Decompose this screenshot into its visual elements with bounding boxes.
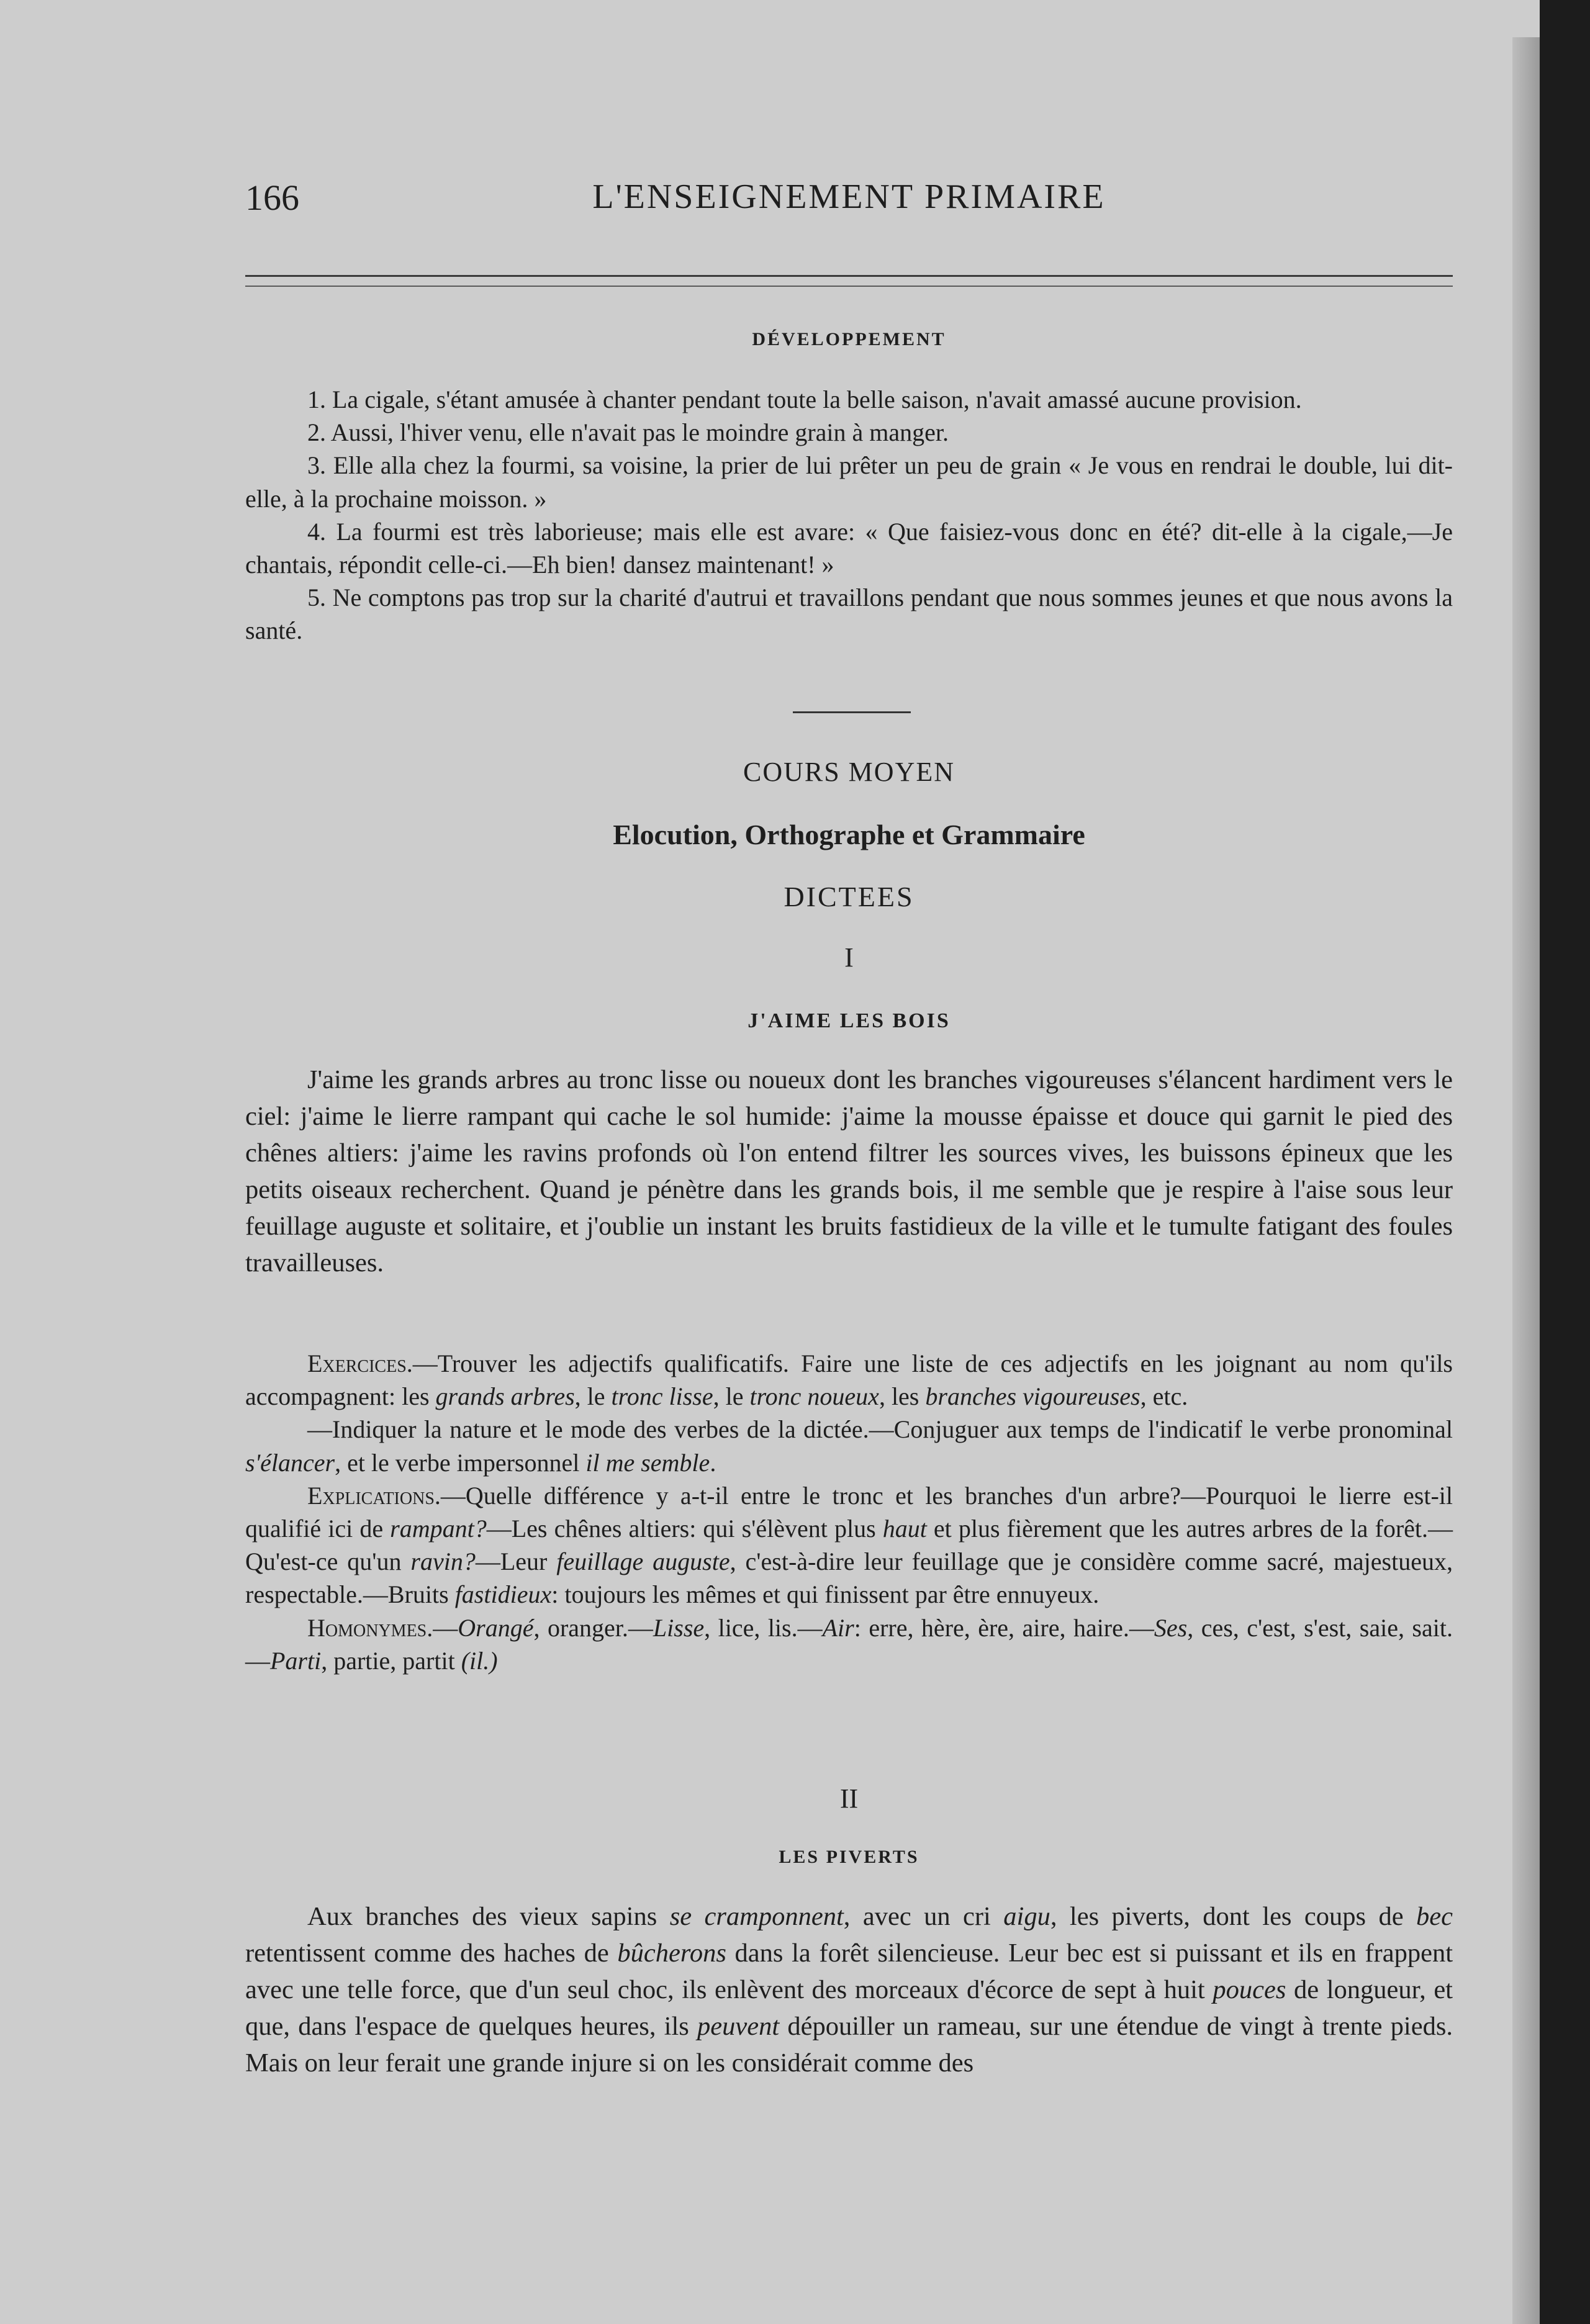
explanations-paragraph: Explications.—Quelle différence y a-t-il entre le tronc et les branches d'un arbre?—Pourquoi le lierre est-il qualifié ici de rampant?—Les chênes altiers: qui s'élèvent plus haut et plus fièrement que les autres arbres de la forêt.—Qu'est-ce qu'un ravin?—Leur feuillage auguste, c'est-à-dire leur feuillage que je considère comme sacré, majestueux, respectable.—Bruits fastidieux: toujours les mêmes et qui finissent par être ennuyeux.: [245, 1481, 1453, 1609]
exercises-label: Exercices.: [307, 1349, 413, 1377]
homonyms-label: Homonymes.: [307, 1613, 433, 1642]
scan-margin: [1540, 0, 1590, 2324]
exercises-paragraph: —Indiquer la nature et le mode des verbes de la dictée.—Conjuguer aux temps de l'indicatif le verbe pronominal s'élancer, et le verbe impersonnel il me semble.: [245, 1415, 1453, 1477]
homonyms-paragraph: Homonymes.—Orangé, oranger.—Lisse, lice, lis.—Air: erre, hère, ère, aire, haire.—Ses, ces, c'est, s'est, saie, sait.—Parti, partie, partit (il.): [245, 1613, 1453, 1675]
running-head: [245, 177, 1453, 227]
list-item: 1. La cigale, s'étant amusée à chanter pendant toute la belle saison, n'avait amassé aucune provision.: [307, 385, 1302, 413]
explanations-label: Explications.: [307, 1481, 441, 1510]
developpement-title: DÉVELOPPEMENT: [752, 329, 946, 349]
list-item: 3. Elle alla chez la fourmi, sa voisine, la prier de lui prêter un peu de grain « Je vous en rendrai le double, lui dit-elle, à la prochaine moisson. »: [245, 451, 1453, 513]
dictation-title: J'AIME LES BOIS: [748, 1009, 951, 1032]
page-number: 166: [245, 178, 299, 218]
section-divider: [793, 711, 911, 713]
exercises-block: [245, 1347, 1453, 1677]
subject-title: Elocution, Orthographe et Grammaire: [613, 819, 1085, 850]
section-title: DICTEES: [784, 881, 915, 912]
developpement-list: [245, 383, 1453, 647]
journal-title: L'ENSEIGNEMENT PRIMAIRE: [592, 178, 1106, 216]
dictation-paragraph: Aux branches des vieux sapins se cramponnent, avec un cri aigu, les piverts, dont les coups de bec retentissent comme des haches de bûcherons dans la forêt silencieuse. Leur bec est si puissant et ils en frappent avec une telle force, que d'un seul choc, ils enlèvent des morceaux d'écorce de sept à huit pouces de longueur, et que, dans l'espace de quelques heures, ils peuvent dépouiller un rameau, sur une étendue de vingt à trente pieds. Mais on leur ferait une grande injure si on les considérait comme des: [245, 1902, 1453, 2078]
dictation-numeral: II: [839, 1783, 859, 1814]
exercises-paragraph: Exercices.—Trouver les adjectifs qualificatifs. Faire une liste de ces adjectifs en les joignant au nom qu'ils accompagnent: les grands arbres, le tronc lisse, le tronc noueux, les branches vigoureuses, etc.: [245, 1349, 1453, 1411]
list-item: 5. Ne comptons pas trop sur la charité d'autrui et travaillons pendant que nous sommes jeunes et que nous avons la santé.: [245, 583, 1453, 645]
list-item: 2. Aussi, l'hiver venu, elle n'avait pas le moindre grain à manger.: [307, 418, 949, 447]
dictation-numeral: I: [844, 942, 854, 973]
dictation-title: LES PIVERTS: [779, 1847, 919, 1867]
header-rule: [245, 275, 1453, 287]
dictation-paragraph: J'aime les grands arbres au tronc lisse ou noueux dont les branches vigoureuses s'élancent hardiment vers le ciel: j'aime le lierre rampant qui cache le sol humide: j'aime la mousse épaisse et douce qui garnit le pied des chênes altiers: j'aime les ravins profonds où l'on entend filtrer les sources vives, les buissons épineux que les petits oiseaux recherchent. Quand je pénètre dans les grands bois, il me semble que je respire à l'aise sous leur feuillage auguste et solitaire, et j'oublie un instant les bruits fastidieux de la ville et le tumulte fatigant des foules travailleuses.: [245, 1065, 1453, 1278]
page-edge: [1512, 37, 1540, 2324]
course-level: COURS MOYEN: [743, 757, 955, 787]
list-item: 4. La fourmi est très laborieuse; mais elle est avare: « Que faisiez-vous donc en été? dit-elle à la cigale,—Je chantais, répondit celle-ci.—Eh bien! dansez maintenant! »: [245, 517, 1453, 579]
dictation-text: [245, 1061, 1453, 1281]
dictation-text: [245, 1898, 1453, 2081]
